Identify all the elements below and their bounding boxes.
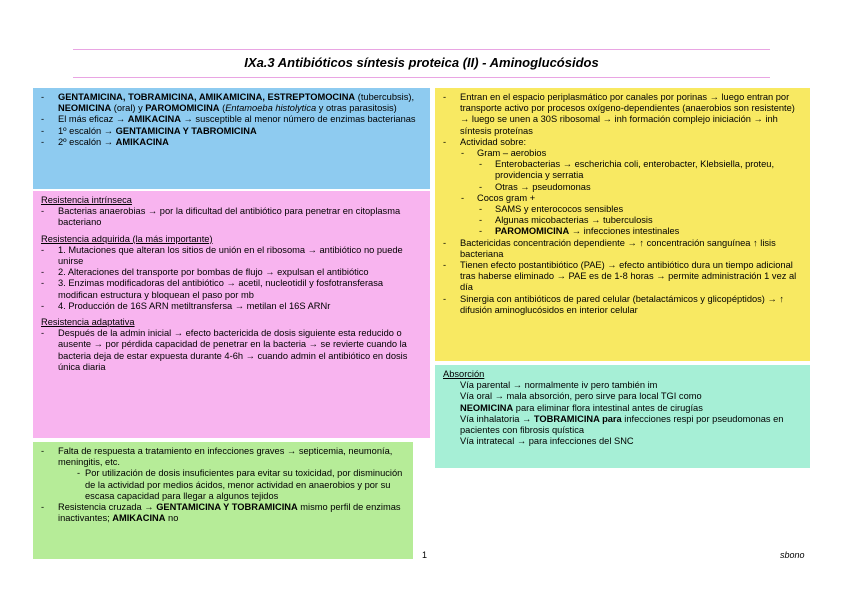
- section-heading: Resistencia adaptativa: [41, 317, 135, 328]
- list-item: - SAMS y enterococos sensibles: [443, 204, 804, 215]
- list-item: Vía inhalatoria → TOBRAMICINA para infecciones respi por pseudomonas en pacientes con fibrosis quística: [460, 413, 784, 436]
- green-box-clinical-resistance: [33, 442, 413, 559]
- list-item: - 1º escalón → GENTAMICINA Y TABROMICINA: [41, 126, 424, 137]
- page-title: IXa.3 Antibióticos síntesis proteica (II) - Aminoglucósidos: [244, 55, 599, 70]
- author-signature: sbono: [780, 550, 805, 560]
- top-rule: [73, 49, 770, 50]
- list-item: - Algunas micobacterias → tuberculosis: [443, 215, 804, 226]
- list-item: - 3. Enzimas modificadoras del antibiótico → acetil, nucleotidil y fosfotransferasa modifican estructura y bloquean el paso por mb: [41, 278, 424, 300]
- section-heading: Absorción: [443, 369, 485, 379]
- list-item: - El más eficaz → AMIKACINA → susceptible al menor número de enzimas bacterianas: [41, 114, 424, 125]
- yellow-box-mechanism: [435, 88, 810, 361]
- pink-box-resistance: [33, 191, 430, 438]
- list-item: - Otras → pseudomonas: [443, 182, 804, 193]
- list-item: - Actividad sobre:: [443, 137, 804, 148]
- list-item: - 2. Alteraciones del transporte por bombas de flujo → expulsan el antibiótico: [41, 267, 424, 278]
- list-item: Vía parental → normalmente iv pero también im: [460, 380, 658, 391]
- list-item: - 1. Mutaciones que alteran los sitios de unión en el ribosoma → antibiótico no puede unirse: [41, 245, 424, 267]
- section-heading: Resistencia adquirida (la más importante): [41, 233, 213, 244]
- list-item: - PAROMOMICINA → infecciones intestinales: [443, 226, 804, 237]
- list-item: Vía oral → mala absorción, pero sirve para local TGI como: [460, 391, 702, 402]
- list-item: - Bacterias anaerobias → por la dificultad del antibiótico para penetrar en citoplasma bacteriano: [41, 206, 424, 228]
- list-item: - Después de la admin inicial → efecto bactericida de dosis siguiente esta reducido o ausente → por pérdida capacidad de penetrar en la bacteria → se revierte cuando la bacteria deja de estar expuesta durante 4-6h → cuando admin el antibiótico en dosis única diaria: [41, 328, 424, 373]
- list-item: - Entran en el espacio periplasmático por canales por porinas → luego entran por transporte activo por procesos oxígeno-dependientes (anaerobios son resistente) → luego se unen a 30S ribosomal → inh formación complejo iniciación → inh síntesis proteínas: [443, 92, 804, 137]
- list-item: - Falta de respuesta a tratamiento en infecciones graves → septicemia, neumonía, meningitis, etc.: [41, 446, 407, 468]
- list-item: NEOMICINA para eliminar flora intestinal antes de cirugías: [460, 402, 703, 413]
- teal-box-absorption: [435, 365, 810, 468]
- list-item: - Gram – aerobios: [443, 148, 804, 159]
- list-item: - Bactericidas concentración dependiente → ↑ concentración sanguínea ↑ lisis bacteriana: [443, 238, 804, 260]
- list-item: - GENTAMICINA, TOBRAMICINA, AMIKAMICINA, ESTREPTOMOCINA (tubercubsis), NEOMICINA (oral) y PAROMOMICINA (Entamoeba histolytica y otras parasitosis): [41, 92, 424, 114]
- list-item: - Resistencia cruzada → GENTAMICINA Y TOBRAMICINA mismo perfil de enzimas inactivantes; AMIKACINA no: [41, 502, 407, 524]
- list-item: - 2º escalón → AMIKACINA: [41, 137, 424, 148]
- list-item: - Por utilización de dosis insuficientes para evitar su toxicidad, por disminución de la actividad por medios ácidos, menor actividad en anaerobios y por su escasa capacidad para llegar a algunos tejidos: [41, 468, 407, 502]
- list-item: - 4. Producción de 16S ARN metiltransfersa → metilan el 16S ARNr: [41, 301, 424, 312]
- list-item: - Sinergia con antibióticos de pared celular (betalactámicos y glicopéptidos) → ↑ difusión aminoglucósidos en interior celular: [443, 294, 804, 316]
- page-number: 1: [422, 550, 428, 560]
- list-item: Vía intratecal → para infecciones del SNC: [460, 436, 634, 447]
- list-item: - Cocos gram +: [443, 193, 804, 204]
- list-item: - Enterobacterias → escherichia coli, enterobacter, Klebsiella, proteu, providencia y serratia: [443, 159, 804, 181]
- title-bottom-rule: [73, 77, 770, 78]
- list-item: - Tienen efecto postantibiótico (PAE) → efecto antibiótico dura un tiempo adicional tras haberse eliminado → PAE es de 1-8 horas → permite administración 1 vez al día: [443, 260, 804, 294]
- section-heading: Resistencia intrínseca: [41, 195, 132, 205]
- blue-box-drug-list: [33, 88, 430, 189]
